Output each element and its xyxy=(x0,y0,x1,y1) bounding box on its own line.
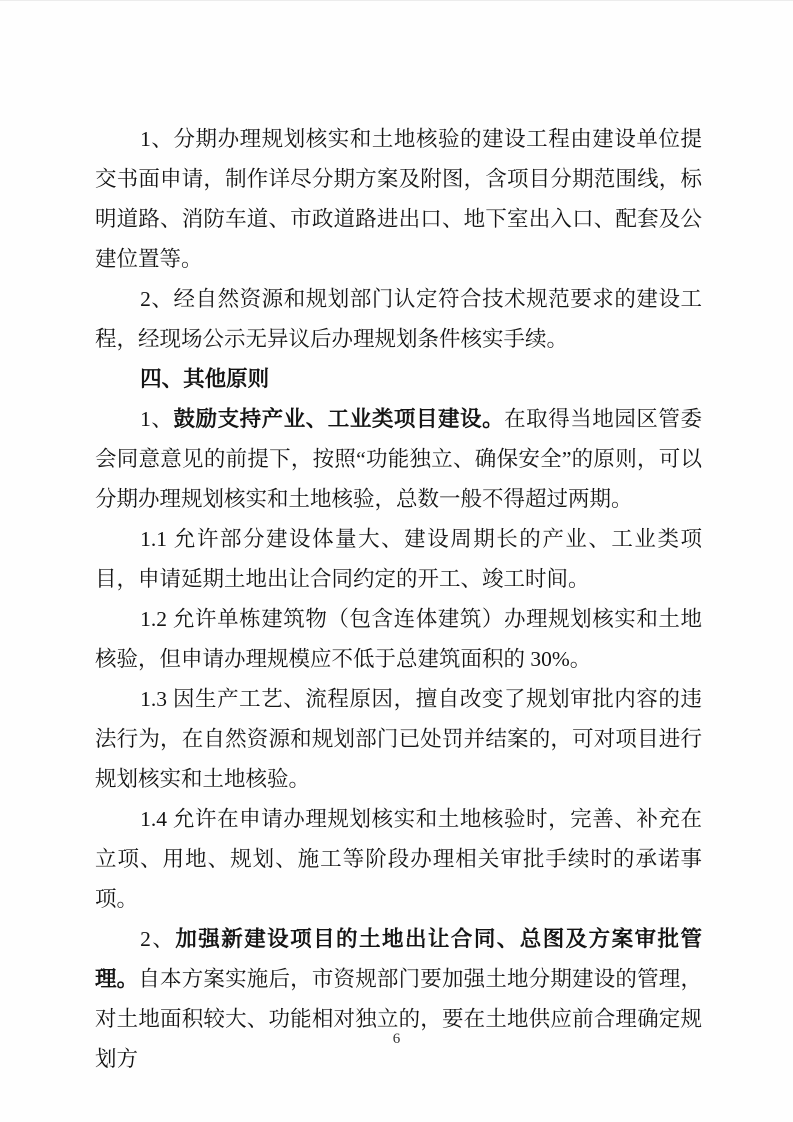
paragraph xyxy=(95,399,702,519)
text-run: 1、 xyxy=(140,407,174,431)
paragraph xyxy=(95,599,702,679)
text-run: 2、 xyxy=(140,927,176,951)
bold-text-run: 四、其他原则 xyxy=(140,367,270,391)
bold-text-run: 加强新建设项目的土地出让合同、总图及方案审批管理。 xyxy=(95,927,702,991)
page-number: 6 xyxy=(392,1031,401,1047)
document-body xyxy=(95,119,702,1079)
text-run: 1.4 允许在申请办理规划核实和土地核验时，完善、补充在立项、用地、规划、施工等阶段办理相关审批手续时的承诺事项。 xyxy=(95,807,702,911)
paragraph xyxy=(95,119,702,279)
text-run: 1.2 允许单栋建筑物（包含连体建筑）办理规划核实和土地核验，但申请办理规模应不低于总建筑面积的 30%。 xyxy=(95,607,702,671)
bold-text-run: 鼓励支持产业、工业类项目建设。 xyxy=(173,407,505,431)
paragraph xyxy=(95,279,702,359)
paragraph xyxy=(95,519,702,599)
text-run: 1.1 允许部分建设体量大、建设周期长的产业、工业类项目，申请延期土地出让合同约定的开工、竣工时间。 xyxy=(95,527,702,591)
paragraph xyxy=(95,799,702,919)
paragraph xyxy=(95,919,702,1079)
section-heading xyxy=(95,359,702,399)
text-run: 自本方案实施后，市资规部门要加强土地分期建设的管理，对土地面积较大、功能相对独立的，要在土地供应前合理确定规划方 xyxy=(95,967,702,1071)
paragraph xyxy=(95,679,702,799)
text-run: 1.3 因生产工艺、流程原因，擅自改变了规划审批内容的违法行为，在自然资源和规划部门已处罚并结案的，可对项目进行规划核实和土地核验。 xyxy=(95,687,702,791)
text-run: 在取得当地园区管委会同意意见的前提下，按照“功能独立、确保安全”的原则，可以分期办理规划核实和土地核验，总数一般不得超过两期。 xyxy=(95,407,702,511)
text-run: 1、分期办理规划核实和土地核验的建设工程由建设单位提交书面申请，制作详尽分期方案及附图，含项目分期范围线，标明道路、消防车道、市政道路进出口、地下室出入口、配套及公建位置等。 xyxy=(95,127,702,271)
text-run: 2、经自然资源和规划部门认定符合技术规范要求的建设工程，经现场公示无异议后办理规划条件核实手续。 xyxy=(95,287,702,351)
